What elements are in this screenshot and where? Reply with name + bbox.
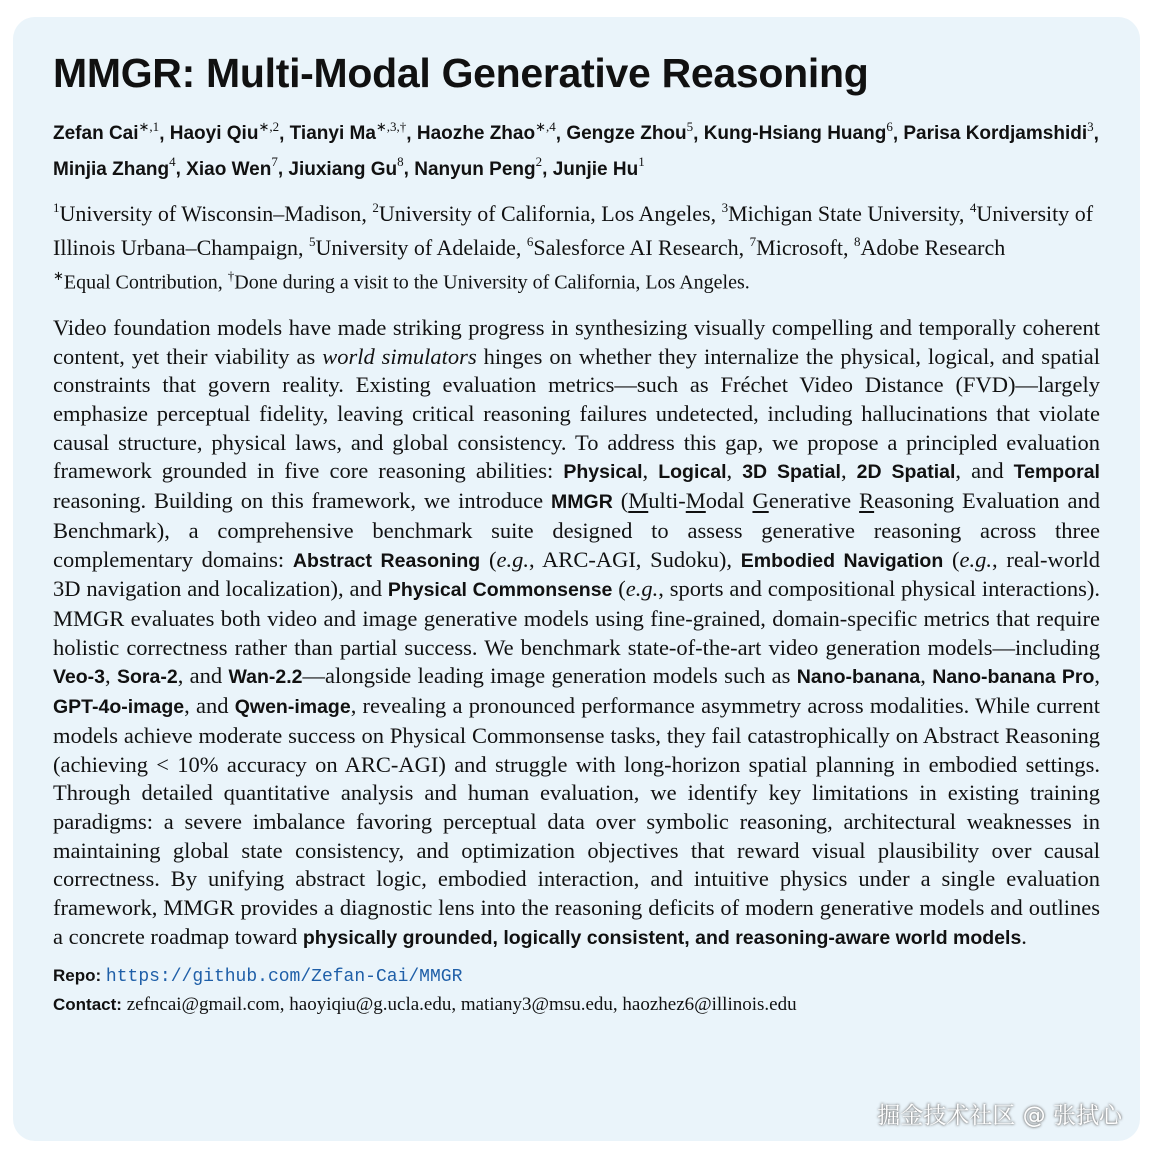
author-name: Parisa Kordjamshidi (903, 123, 1088, 145)
paper-title: MMGR: Multi-Modal Generative Reasoning (53, 50, 869, 96)
author (903, 119, 1094, 145)
author-list: Zefan Cai$^{∗,1}$, Haoyi Qiu$^{∗,2}$, Tianyi $Ma^{∗,3,\dagger}$, Haozhe Zhao$^{∗,4}$, Gengze Zhou$^5$, Kung-Hsiang Huang$^6$, Parisa Kordjamshidi$^3$, Minjia Zhang$^4$, Xiao Wen$^7$, Jiuxiang Gu$^8$, Nanyun Peng$^2$, Junjie Hu$^1$ (53, 119, 1099, 180)
abstract-text: easoning Evaluation and Benchmark), a comprehensive benchmark suite designed to assess generative reasoning across three complementary domains: (53, 488, 1100, 572)
author-name: Kung-Hsiang Huang (703, 123, 887, 145)
abstract-text: , (840, 458, 857, 484)
abstract-bold-term: Abstract Reasoning (292, 549, 481, 572)
affiliation (372, 201, 710, 226)
abstract-bold-term: Physical (563, 461, 643, 484)
abstract-text: ( (480, 546, 497, 572)
repo-link[interactable]: https://github.com/Zefan-Cai/MMGR (105, 967, 463, 988)
abstract-italic-term: world simulators (322, 343, 477, 369)
author-name: Haozhe Zhao (416, 123, 536, 145)
affiliation-number: 5 (309, 233, 316, 249)
abstract-bold-term: Sora-2 (117, 666, 178, 689)
author (414, 154, 543, 180)
abstract-text: ( (612, 576, 626, 602)
abstract-italic-term: e.g. (959, 546, 992, 572)
abstract-text: ( (612, 488, 629, 514)
abstract-bold-term: 3D Spatial (742, 461, 841, 484)
affiliation-number: 2 (372, 199, 379, 215)
affiliation (750, 235, 843, 260)
author-affiliation-marker: 8 (397, 154, 404, 170)
abstract-text: ( (943, 546, 960, 572)
visit-note-text: Done during a visit to the University of California, Los Angeles. (234, 271, 750, 294)
affiliation-number: 6 (526, 233, 534, 249)
abstract (53, 314, 1100, 952)
abstract-text: , real-world 3D navigation and localization), and (53, 546, 1101, 602)
abstract-bold-term: Temporal (1013, 461, 1100, 484)
abstract-text: , and (177, 663, 229, 689)
abstract-text: , (920, 663, 933, 689)
abstract-underlined-letter: M (628, 488, 649, 514)
abstract-text: , and (955, 458, 1014, 484)
affiliation (309, 235, 516, 260)
author (289, 119, 407, 145)
author-affiliation-marker: 2 (535, 154, 543, 170)
equal-contribution-text: Equal Contribution, (63, 271, 223, 294)
abstract-text: , ARC-AGI, Sudoku), (528, 546, 741, 572)
author (169, 119, 280, 145)
abstract-bold-term: GPT-4o-image (53, 696, 185, 719)
abstract-underlined-letter: G (752, 488, 769, 514)
affiliation (53, 201, 361, 226)
affiliation-number: 3 (721, 199, 729, 215)
affiliation (722, 201, 959, 226)
author-affiliation-marker: 5 (686, 119, 694, 134)
paper-card (13, 17, 1140, 1141)
contact-emails: zefncai@gmail.com, haoyiqiu@g.ucla.edu, matiany3@msu.edu, haozhez6@illinois.edu (126, 994, 797, 1016)
author-affiliation-marker: 4 (169, 154, 176, 170)
author-affiliation-marker: 7 (271, 154, 278, 170)
equal-contribution-marker: ∗ (53, 268, 64, 284)
author-affiliation-marker: ∗,3,† (375, 119, 407, 134)
affiliation-name: Michigan State University (728, 200, 959, 226)
affiliation-name: University of Wisconsin–Madison (59, 200, 362, 226)
abstract-text: , revealing a pronounced performance asymmetry across modalities. While current models achieve moderate success on Physical Commonsense tasks, they fail catastrophically on Abstract Reasoning (achieving < 10% accuracy on ARC-AGI) and struggle with long-horizon spatial planning in embodied settings. Through detailed quantitative analysis and human evaluation, we identify key limitations in existing training paradigms: a severe imbalance favoring perceptual data over symbolic reasoning, architectural weaknesses in maintaining global state consistency, and optimization objectives that reward visual plausibility over causal correctness. By unifying abstract logic, embodied interaction, and intuitive physics under a single evaluation framework, MMGR provides a diagnostic lens into the reasoning deficits of modern generative models and outlines a concrete roadmap toward (53, 693, 1100, 949)
affiliation-name: Adobe Research (860, 235, 1006, 261)
affiliation-number: 1 (53, 199, 60, 215)
abstract-bold-term: Qwen-image (234, 696, 351, 719)
abstract-italic-term: e.g. (625, 576, 659, 602)
contact-line (53, 991, 1100, 1019)
abstract-text: , and (184, 693, 235, 719)
author-name: Nanyun Peng (414, 158, 536, 180)
affiliation-number: 7 (749, 233, 757, 249)
abstract-text: reasoning. Building on this framework, we introduce (53, 488, 552, 514)
author (53, 154, 176, 180)
author-affiliation-marker: ∗,4 (535, 119, 556, 134)
author-name: Tianyi Ma (289, 123, 376, 145)
author (53, 119, 160, 145)
abstract-bold-term: physically grounded, logically consistent, and reasoning-aware world models (302, 926, 1022, 949)
author (566, 119, 694, 145)
author (552, 154, 645, 180)
abstract-bold-term: Physical Commonsense (387, 579, 613, 602)
abstract-italic-term: e.g. (496, 546, 529, 572)
abstract-text: , (105, 663, 117, 689)
affiliation-name: Microsoft (756, 235, 843, 261)
author-affiliation-marker: 6 (886, 119, 893, 134)
watermark: 掘金技术社区 @ 张拭心 (877, 1103, 1122, 1129)
author-affiliation-marker: 3 (1087, 119, 1094, 134)
repo-line (53, 962, 1100, 991)
abstract-text: , (642, 458, 659, 484)
abstract-text: enerative (768, 488, 860, 514)
abstract-bold-term: Nano-banana Pro (932, 666, 1095, 689)
abstract-text: , (726, 458, 743, 484)
contact-label: Contact: (53, 995, 122, 1015)
abstract-bold-term: Veo-3 (53, 666, 106, 689)
author-name: Haoyi Qiu (169, 123, 259, 145)
author-name: Minjia Zhang (53, 158, 170, 180)
author-affiliation-marker: ∗,2 (258, 119, 280, 134)
abstract-bold-term: 2D Spatial (856, 461, 956, 484)
abstract-bold-term: Wan-2.2 (228, 666, 303, 689)
author (288, 154, 404, 180)
author-name: Zefan Cai (53, 123, 139, 145)
abstract-bold-term: Embodied Navigation (740, 549, 944, 572)
abstract-underlined-letter: R (859, 488, 875, 514)
affiliation-name: University of Adelaide (315, 235, 516, 261)
abstract-text: odal (705, 488, 753, 514)
abstract-text: , sports and compositional physical interactions). MMGR evaluates both video and image generative models using fine-grained, domain-specific metrics that require holistic correctness rather than partial success. We benchmark state-of-the-art video generation models—including (53, 576, 1100, 660)
affiliation (527, 235, 739, 260)
abstract-bold-term: Nano-banana (796, 666, 921, 689)
abstract-text: Video foundation models have made striking progress in synthesizing visually compelling and temporally coherent content, yet their viability as (53, 314, 1100, 369)
repo-label: Repo: (53, 966, 102, 986)
affiliation (854, 235, 1005, 260)
abstract-text: , (1094, 663, 1101, 689)
author-name: Jiuxiang Gu (288, 158, 398, 180)
author-name: Xiao Wen (186, 158, 272, 180)
affiliation-number: 4 (969, 199, 977, 215)
author-name: Gengze Zhou (566, 123, 687, 145)
visit-marker: † (227, 268, 235, 284)
author (703, 119, 893, 145)
author-name: Junjie Hu (552, 158, 639, 180)
author-affiliation-marker: 1 (638, 154, 645, 170)
abstract-underlined-letter: M (685, 488, 706, 514)
affiliation-name: University of California, Los Angeles (378, 200, 711, 226)
abstract-text: —alongside leading image generation models such as (302, 663, 797, 689)
affiliation-name: University of Illinois Urbana–Champaign (53, 200, 1094, 261)
abstract-text: . (1021, 923, 1027, 949)
author (416, 119, 556, 145)
affiliation-list: $^1$University of Wisconsin–Madison, $^2$University of California, Los Angeles, $^3$Michigan State University, $^4$University of Illinois Urbana–Champaign, $^5$University of Adelaide, $^6$Salesforce AI Research, $^7$Microsoft, $^8$Adobe Research (53, 199, 1094, 261)
abstract-text: ulti- (648, 488, 686, 514)
abstract-bold-term: MMGR (551, 491, 613, 514)
abstract-bold-term: Logical (658, 461, 727, 484)
author-affiliation-marker: ∗,1 (138, 119, 160, 134)
abstract-text: hinges on whether they internalize the physical, logical, and spatial constraints that govern reality. Existing evaluation metrics—such as Fréchet Video Distance (FVD)—largely emphasize perceptual fidelity, leaving critical reasoning failures undetected, including hallucinations that violate causal structure, physical laws, and global consistency. To address this gap, we propose a principled evaluation framework grounded in five core reasoning abilities: (53, 343, 1100, 484)
contribution-note (53, 262, 1100, 298)
affiliation-name: Salesforce AI Research (533, 235, 739, 261)
author (186, 154, 278, 180)
affiliation-number: 8 (853, 233, 861, 249)
